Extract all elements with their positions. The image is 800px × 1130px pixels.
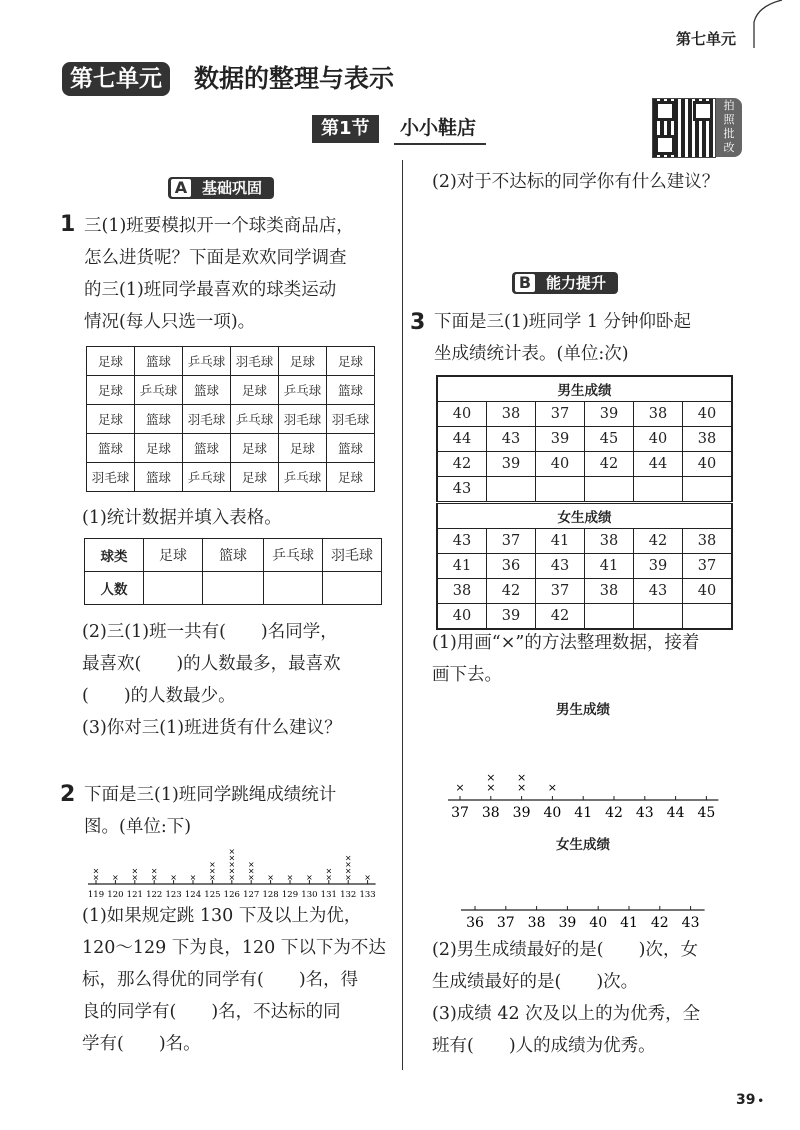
boys-score-cell: 40 — [683, 402, 733, 427]
unit-badge: 第七单元 — [62, 62, 170, 96]
girls-score-cell — [683, 604, 733, 630]
girls-score-cell: 37 — [536, 579, 585, 604]
boys-score-cell: 39 — [487, 452, 536, 477]
girls-score-cell: 39 — [634, 554, 683, 579]
q1-count-table — [84, 538, 382, 605]
x-mark: × — [247, 873, 255, 882]
x-mark: × — [247, 860, 255, 869]
tick-label: 121 — [126, 890, 143, 900]
boys-dot-plot — [440, 766, 730, 824]
tick-label: 43 — [681, 915, 700, 931]
girls-score-cell: 43 — [536, 554, 585, 579]
girls-score-cell: 38 — [437, 579, 487, 604]
qr-code-image[interactable] — [652, 98, 716, 158]
q1-survey-table — [86, 346, 375, 492]
survey-cell: 羽毛球 — [327, 405, 375, 434]
part-b-letter: B — [514, 273, 536, 293]
count-row-label: 人数 — [85, 572, 144, 605]
x-mark: × — [306, 873, 313, 882]
q2-stem: 下面是三(1)班同学跳绳成绩统计 图。(单位:下) — [84, 785, 337, 837]
tick-label: 44 — [666, 805, 685, 821]
x-mark: × — [364, 873, 371, 882]
boys-score-cell — [536, 477, 585, 503]
boys-score-cell — [487, 477, 536, 503]
q2-jump-rope-dot-plot — [86, 840, 396, 906]
survey-cell: 足球 — [87, 376, 135, 405]
girls-score-cell: 42 — [536, 604, 585, 630]
tick-label: 133 — [359, 890, 376, 900]
x-mark: × — [325, 866, 333, 876]
survey-cell: 篮球 — [183, 434, 231, 463]
boys-score-cell: 40 — [634, 427, 683, 452]
boys-score-cell: 43 — [437, 477, 487, 503]
tick-label: 123 — [165, 890, 182, 900]
x-mark: × — [209, 873, 216, 882]
survey-cell: 足球 — [135, 434, 183, 463]
tick-label: 40 — [589, 915, 608, 931]
tick-label: 131 — [320, 890, 337, 900]
girls-score-cell: 39 — [487, 604, 536, 630]
count-answer-cell[interactable] — [203, 572, 264, 605]
x-mark: × — [228, 847, 236, 856]
x-mark: × — [131, 866, 139, 876]
x-mark: × — [228, 866, 236, 876]
girls-plot-title: 女生成绩 — [556, 837, 610, 853]
survey-cell: 足球 — [231, 376, 279, 405]
unit-title: 数据的整理与表示 — [194, 64, 395, 93]
x-mark: × — [131, 873, 139, 882]
x-mark: × — [209, 866, 216, 876]
boys-score-cell: 40 — [437, 402, 487, 427]
girls-score-cell: 36 — [487, 554, 536, 579]
girls-score-cell — [585, 604, 634, 630]
x-mark: × — [112, 873, 119, 882]
x-mark: × — [286, 873, 294, 882]
survey-cell: 篮球 — [183, 376, 231, 405]
section-badge: 第1节 — [312, 115, 379, 143]
tick-label: 120 — [107, 890, 124, 900]
survey-cell: 乒乓球 — [183, 463, 231, 492]
boys-score-cell: 38 — [683, 427, 733, 452]
boys-score-cell: 40 — [683, 452, 733, 477]
q1-number: 1 — [60, 212, 76, 237]
x-mark: × — [516, 781, 527, 794]
corner-decoration — [748, 0, 788, 50]
survey-cell: 篮球 — [87, 434, 135, 463]
tick-label: 42 — [605, 805, 623, 821]
boys-score-cell: 44 — [437, 427, 487, 452]
survey-cell: 篮球 — [135, 347, 183, 376]
boys-score-cell: 44 — [634, 452, 683, 477]
tick-label: 132 — [340, 890, 357, 900]
girls-score-cell: 40 — [683, 579, 733, 604]
survey-cell: 乒乓球 — [135, 376, 183, 405]
q3-number: 3 — [410, 310, 426, 335]
girls-score-cell: 41 — [437, 554, 487, 579]
survey-cell: 羽毛球 — [87, 463, 135, 492]
boys-table-title: 男生成绩 — [437, 376, 732, 402]
survey-cell: 羽毛球 — [231, 347, 279, 376]
count-answer-cell[interactable] — [323, 572, 382, 605]
boys-score-cell: 40 — [536, 452, 585, 477]
girls-dot-plot — [452, 896, 712, 936]
q3-sub3: (3)成绩 42 次及以上的为优秀，全 班有( )人的成绩为优秀。 — [432, 1004, 701, 1056]
x-mark: × — [267, 873, 274, 882]
survey-cell: 篮球 — [327, 434, 375, 463]
survey-cell: 羽毛球 — [183, 405, 231, 434]
x-mark: × — [325, 873, 333, 882]
survey-cell: 乒乓球 — [183, 347, 231, 376]
x-mark: × — [150, 866, 158, 876]
girls-score-cell: 43 — [634, 579, 683, 604]
x-mark: × — [344, 866, 352, 876]
survey-cell: 足球 — [327, 347, 375, 376]
survey-cell: 足球 — [279, 434, 327, 463]
tick-label: 43 — [635, 805, 654, 821]
part-a-label: 基础巩固 — [202, 179, 263, 197]
girls-score-cell: 43 — [437, 529, 487, 554]
x-mark: × — [547, 781, 558, 794]
survey-cell: 足球 — [231, 434, 279, 463]
boys-score-cell: 37 — [536, 402, 585, 427]
part-a-letter: A — [170, 178, 192, 198]
x-mark: × — [228, 873, 236, 882]
x-mark: × — [92, 866, 100, 876]
q2-sub2: (2)对于不达标的同学你有什么建议？ — [432, 172, 720, 192]
count-answer-cell[interactable] — [144, 572, 203, 605]
boys-score-cell: 42 — [437, 452, 487, 477]
tick-label: 37 — [451, 805, 469, 821]
tick-label: 119 — [87, 890, 105, 900]
tick-label: 45 — [697, 805, 716, 821]
boys-score-cell — [683, 477, 733, 503]
tick-label: 128 — [262, 890, 279, 900]
survey-cell: 篮球 — [135, 405, 183, 434]
survey-cell: 足球 — [327, 463, 375, 492]
tick-label: 122 — [146, 890, 163, 900]
column-divider — [402, 160, 403, 1070]
x-mark: × — [516, 771, 527, 784]
boys-score-cell: 38 — [487, 402, 536, 427]
boys-score-cell: 43 — [487, 427, 536, 452]
boys-score-cell: 39 — [536, 427, 585, 452]
q1-sub1: (1)统计数据并填入表格。 — [82, 508, 282, 528]
x-mark: × — [209, 860, 216, 869]
q3-sub1: (1)用画“×”的方法整理数据，接着 画下去。 — [432, 633, 700, 685]
count-header: 足球 — [144, 539, 203, 572]
count-header: 篮球 — [203, 539, 264, 572]
girls-score-cell: 41 — [536, 529, 585, 554]
q3-sub2: (2)男生成绩最好的是( )次，女 生成绩最好的是( )次。 — [432, 940, 698, 992]
x-mark: × — [247, 866, 255, 876]
girls-score-cell: 42 — [487, 579, 536, 604]
tick-label: 124 — [184, 890, 202, 900]
x-mark: × — [486, 781, 496, 794]
tick-label: 40 — [543, 805, 562, 821]
x-mark: × — [344, 853, 352, 863]
boys-score-cell: 38 — [634, 402, 683, 427]
survey-cell: 乒乓球 — [231, 405, 279, 434]
part-a-header — [168, 177, 274, 199]
section-title: 小小鞋店 — [394, 113, 486, 145]
x-mark: × — [150, 873, 158, 882]
part-b-header — [512, 272, 618, 294]
count-header: 羽毛球 — [323, 539, 382, 572]
q1-stem: 三(1)班要模拟开一个球类商品店， 怎么进货呢？下面是欢欢同学调查 的三(1)班同学最喜欢的球类运动 情况(每人只选一项)。 — [84, 216, 354, 332]
boys-score-cell: 39 — [585, 402, 634, 427]
q2-number: 2 — [60, 782, 76, 807]
x-mark: × — [92, 873, 100, 882]
survey-cell: 足球 — [87, 405, 135, 434]
girls-table-title: 女生成绩 — [437, 503, 732, 529]
x-mark: × — [189, 873, 197, 882]
survey-cell: 乒乓球 — [279, 463, 327, 492]
tick-label: 39 — [558, 915, 577, 931]
tick-label: 38 — [527, 915, 546, 931]
tick-label: 39 — [512, 805, 531, 821]
tick-label: 38 — [481, 805, 500, 821]
tick-label: 37 — [496, 915, 515, 931]
q1-sub3: (3)你对三(1)班进货有什么建议？ — [82, 718, 342, 738]
x-mark: × — [486, 771, 496, 784]
q2-sub1: (1)如果规定跳 130 下及以上为优， 120～129 下为良，120 下以下为不达 标，那么得优的同学有( )名，得 良的同学有( )名，不达标的同 学有( )名。 — [82, 906, 386, 1054]
girls-score-cell: 37 — [487, 529, 536, 554]
x-mark: × — [344, 860, 352, 869]
tick-label: 127 — [243, 890, 260, 900]
girls-score-cell: 42 — [634, 529, 683, 554]
tick-label: 41 — [620, 915, 638, 931]
boys-score-cell: 45 — [585, 427, 634, 452]
x-mark: × — [455, 781, 465, 794]
count-answer-cell[interactable] — [264, 572, 323, 605]
survey-cell: 羽毛球 — [279, 405, 327, 434]
tick-label: 42 — [650, 915, 669, 931]
x-mark: × — [170, 873, 177, 882]
survey-cell: 足球 — [231, 463, 279, 492]
survey-cell: 足球 — [279, 347, 327, 376]
tick-label: 36 — [466, 915, 484, 931]
q1-sub2: (2)三(1)班一共有( )名同学， 最喜欢( )的人数最多，最喜欢 ( )的人数最少。 — [82, 622, 341, 706]
part-b-label: 能力提升 — [546, 274, 607, 292]
girls-score-cell: 38 — [683, 529, 733, 554]
unit-tag: 第七单元 — [676, 30, 737, 48]
boys-score-cell — [585, 477, 634, 503]
boys-plot-title: 男生成绩 — [556, 702, 610, 718]
x-mark: × — [344, 873, 352, 882]
tick-label: 126 — [223, 890, 240, 900]
tick-label: 129 — [281, 890, 299, 900]
q3-stem: 下面是三(1)班同学 1 分钟仰卧起 坐成绩统计表。(单位:次) — [434, 312, 692, 364]
survey-cell: 足球 — [87, 347, 135, 376]
girls-score-cell: 38 — [585, 579, 634, 604]
boys-score-cell: 42 — [585, 452, 634, 477]
count-header: 球类 — [85, 539, 144, 572]
tick-label: 130 — [301, 890, 318, 900]
qr-label: 拍 照 批 改 — [716, 98, 742, 157]
tick-label: 41 — [574, 805, 593, 821]
page-number: 39 • — [736, 1092, 764, 1108]
q3-score-table — [436, 375, 733, 630]
survey-cell: 篮球 — [327, 376, 375, 405]
girls-score-cell: 37 — [683, 554, 733, 579]
tick-label: 125 — [204, 890, 221, 900]
survey-cell: 乒乓球 — [279, 376, 327, 405]
girls-score-cell: 38 — [585, 529, 634, 554]
girls-score-cell: 40 — [437, 604, 487, 630]
x-mark: × — [228, 853, 236, 863]
boys-score-cell — [634, 477, 683, 503]
x-mark: × — [228, 860, 236, 869]
girls-score-cell: 41 — [585, 554, 634, 579]
count-header: 乒乓球 — [264, 539, 323, 572]
survey-cell: 篮球 — [135, 463, 183, 492]
girls-score-cell — [634, 604, 683, 630]
